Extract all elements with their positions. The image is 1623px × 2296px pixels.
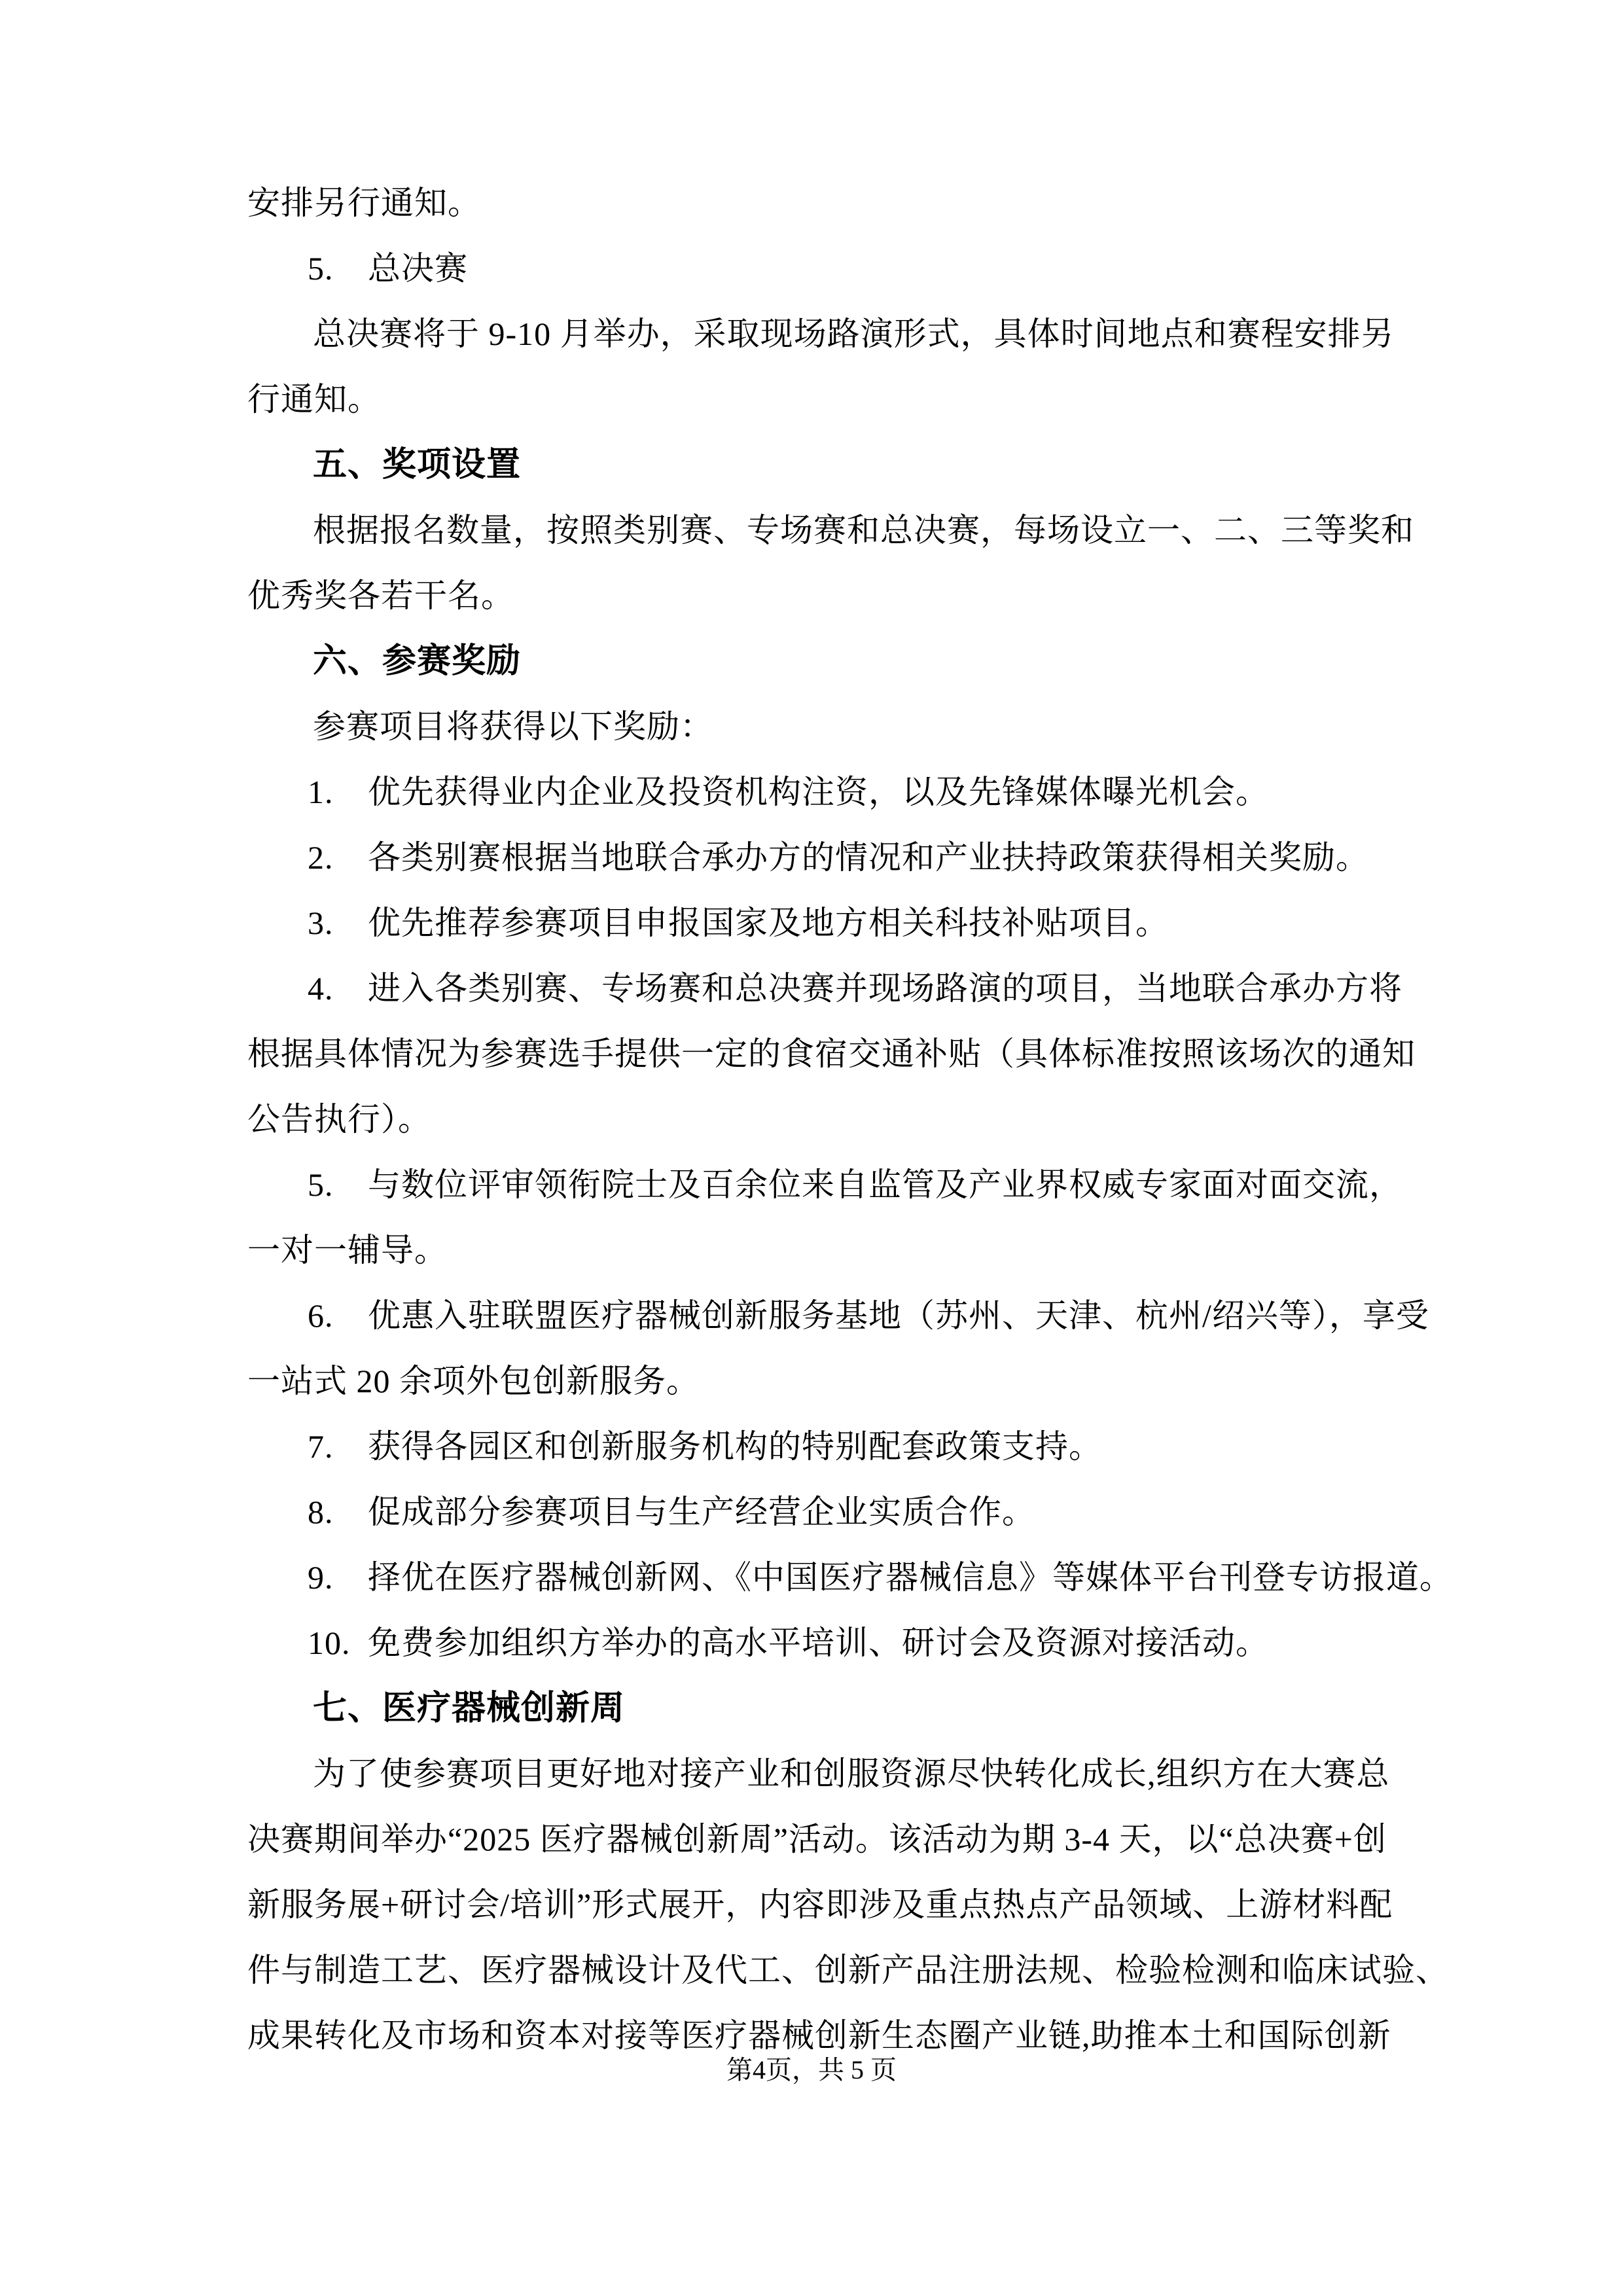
list-number: 3. xyxy=(308,905,334,941)
list-item-text: 优惠入驻联盟医疗器械创新服务基地（苏州、天津、杭州/绍兴等），享受 xyxy=(368,1297,1429,1334)
list-item-line xyxy=(247,1479,1404,1545)
list-number: 9. xyxy=(308,1559,334,1596)
list-item-line xyxy=(247,890,1404,956)
list-item-text: 各类别赛根据当地联合承办方的情况和产业扶持政策获得相关奖励。 xyxy=(368,839,1369,876)
paragraph-line: 件与制造工艺、医疗器械设计及代工、创新产品注册法规、检验检测和临床试验、 xyxy=(247,1952,1449,1988)
list-number: 2. xyxy=(308,839,334,876)
paragraph-line: 成果转化及市场和资本对接等医疗器械创新生态圈产业链,助推本土和国际创新 xyxy=(247,2017,1391,2054)
list-item-text: 择优在医疗器械创新网、《中国医疗器械信息》等媒体平台刊登专访报道。 xyxy=(368,1559,1453,1596)
list-item-line xyxy=(247,1610,1404,1676)
list-item-line xyxy=(247,956,1404,1021)
list-item-text: 进入各类别赛、专场赛和总决赛并现场路演的项目，当地联合承办方将 xyxy=(368,970,1402,1007)
paragraph-line: 总决赛将于 9-10 月举办，采取现场路演形式，具体时间地点和赛程安排另 xyxy=(313,315,1395,352)
list-item-line xyxy=(247,1283,1429,1348)
list-number: 5. xyxy=(308,250,334,287)
list-item-text: 促成部分参赛项目与生产经营企业实质合作。 xyxy=(368,1494,1035,1530)
paragraph-line: 公告执行）。 xyxy=(247,1101,431,1138)
list-item-line xyxy=(247,825,1404,890)
paragraph-line: 根据具体情况为参赛选手提供一定的食宿交通补贴（具体标准按照该场次的通知 xyxy=(247,1035,1416,1072)
paragraph-line: 一站式 20 余项外包创新服务。 xyxy=(247,1363,700,1399)
paragraph-line: 新服务展+研讨会/培训”形式展开，内容即涉及重点热点产品领域、上游材料配 xyxy=(247,1886,1393,1923)
list-item-text: 与数位评审领衔院士及百余位来自监管及产业界权威专家面对面交流， xyxy=(368,1166,1402,1203)
list-number: 6. xyxy=(308,1297,334,1334)
list-item-line xyxy=(247,1545,1453,1610)
list-item-line xyxy=(247,759,1404,825)
list-number: 1. xyxy=(308,774,334,810)
list-item-text: 优先推荐参赛项目申报国家及地方相关科技补贴项目。 xyxy=(368,905,1169,941)
section-heading: 七、医疗器械创新周 xyxy=(313,1689,626,1727)
section-heading: 五、奖项设置 xyxy=(313,446,522,484)
paragraph-line: 决赛期间举办“2025 医疗器械创新周”活动。该活动为期 3-4 天，以“总决赛+创 xyxy=(247,1821,1387,1857)
list-item-line xyxy=(247,1414,1404,1479)
paragraph-line: 为了使参赛项目更好地对接产业和创服资源尽快转化成长,组织方在大赛总 xyxy=(313,1755,1390,1792)
paragraph-line: 安排另行通知。 xyxy=(247,185,481,221)
document-body xyxy=(247,170,1453,2068)
section-heading: 六、参赛奖励 xyxy=(313,642,522,680)
list-number: 7. xyxy=(308,1428,334,1465)
list-number: 10. xyxy=(308,1624,351,1661)
list-number: 4. xyxy=(308,970,334,1007)
paragraph-line: 根据报名数量，按照类别赛、专场赛和总决赛，每场设立一、二、三等奖和 xyxy=(313,512,1414,548)
footer-page-number: 第4页，共 5 页 xyxy=(726,2055,897,2085)
list-item-text: 免费参加组织方举办的高水平培训、研讨会及资源对接活动。 xyxy=(368,1624,1269,1661)
paragraph-line: 一对一辅导。 xyxy=(247,1232,448,1268)
list-item-text: 获得各园区和创新服务机构的特别配套政策支持。 xyxy=(368,1428,1102,1465)
paragraph-line: 参赛项目将获得以下奖励： xyxy=(313,708,713,745)
paragraph-line: 行通知。 xyxy=(247,381,381,418)
list-item-line xyxy=(247,236,1404,301)
list-number: 8. xyxy=(308,1494,334,1530)
list-item-line xyxy=(247,1152,1404,1217)
list-number: 5. xyxy=(308,1166,334,1203)
list-item-text: 优先获得业内企业及投资机构注资，以及先锋媒体曝光机会。 xyxy=(368,774,1269,810)
paragraph-line: 优秀奖各若干名。 xyxy=(247,577,514,614)
list-item-text: 总决赛 xyxy=(368,250,468,287)
